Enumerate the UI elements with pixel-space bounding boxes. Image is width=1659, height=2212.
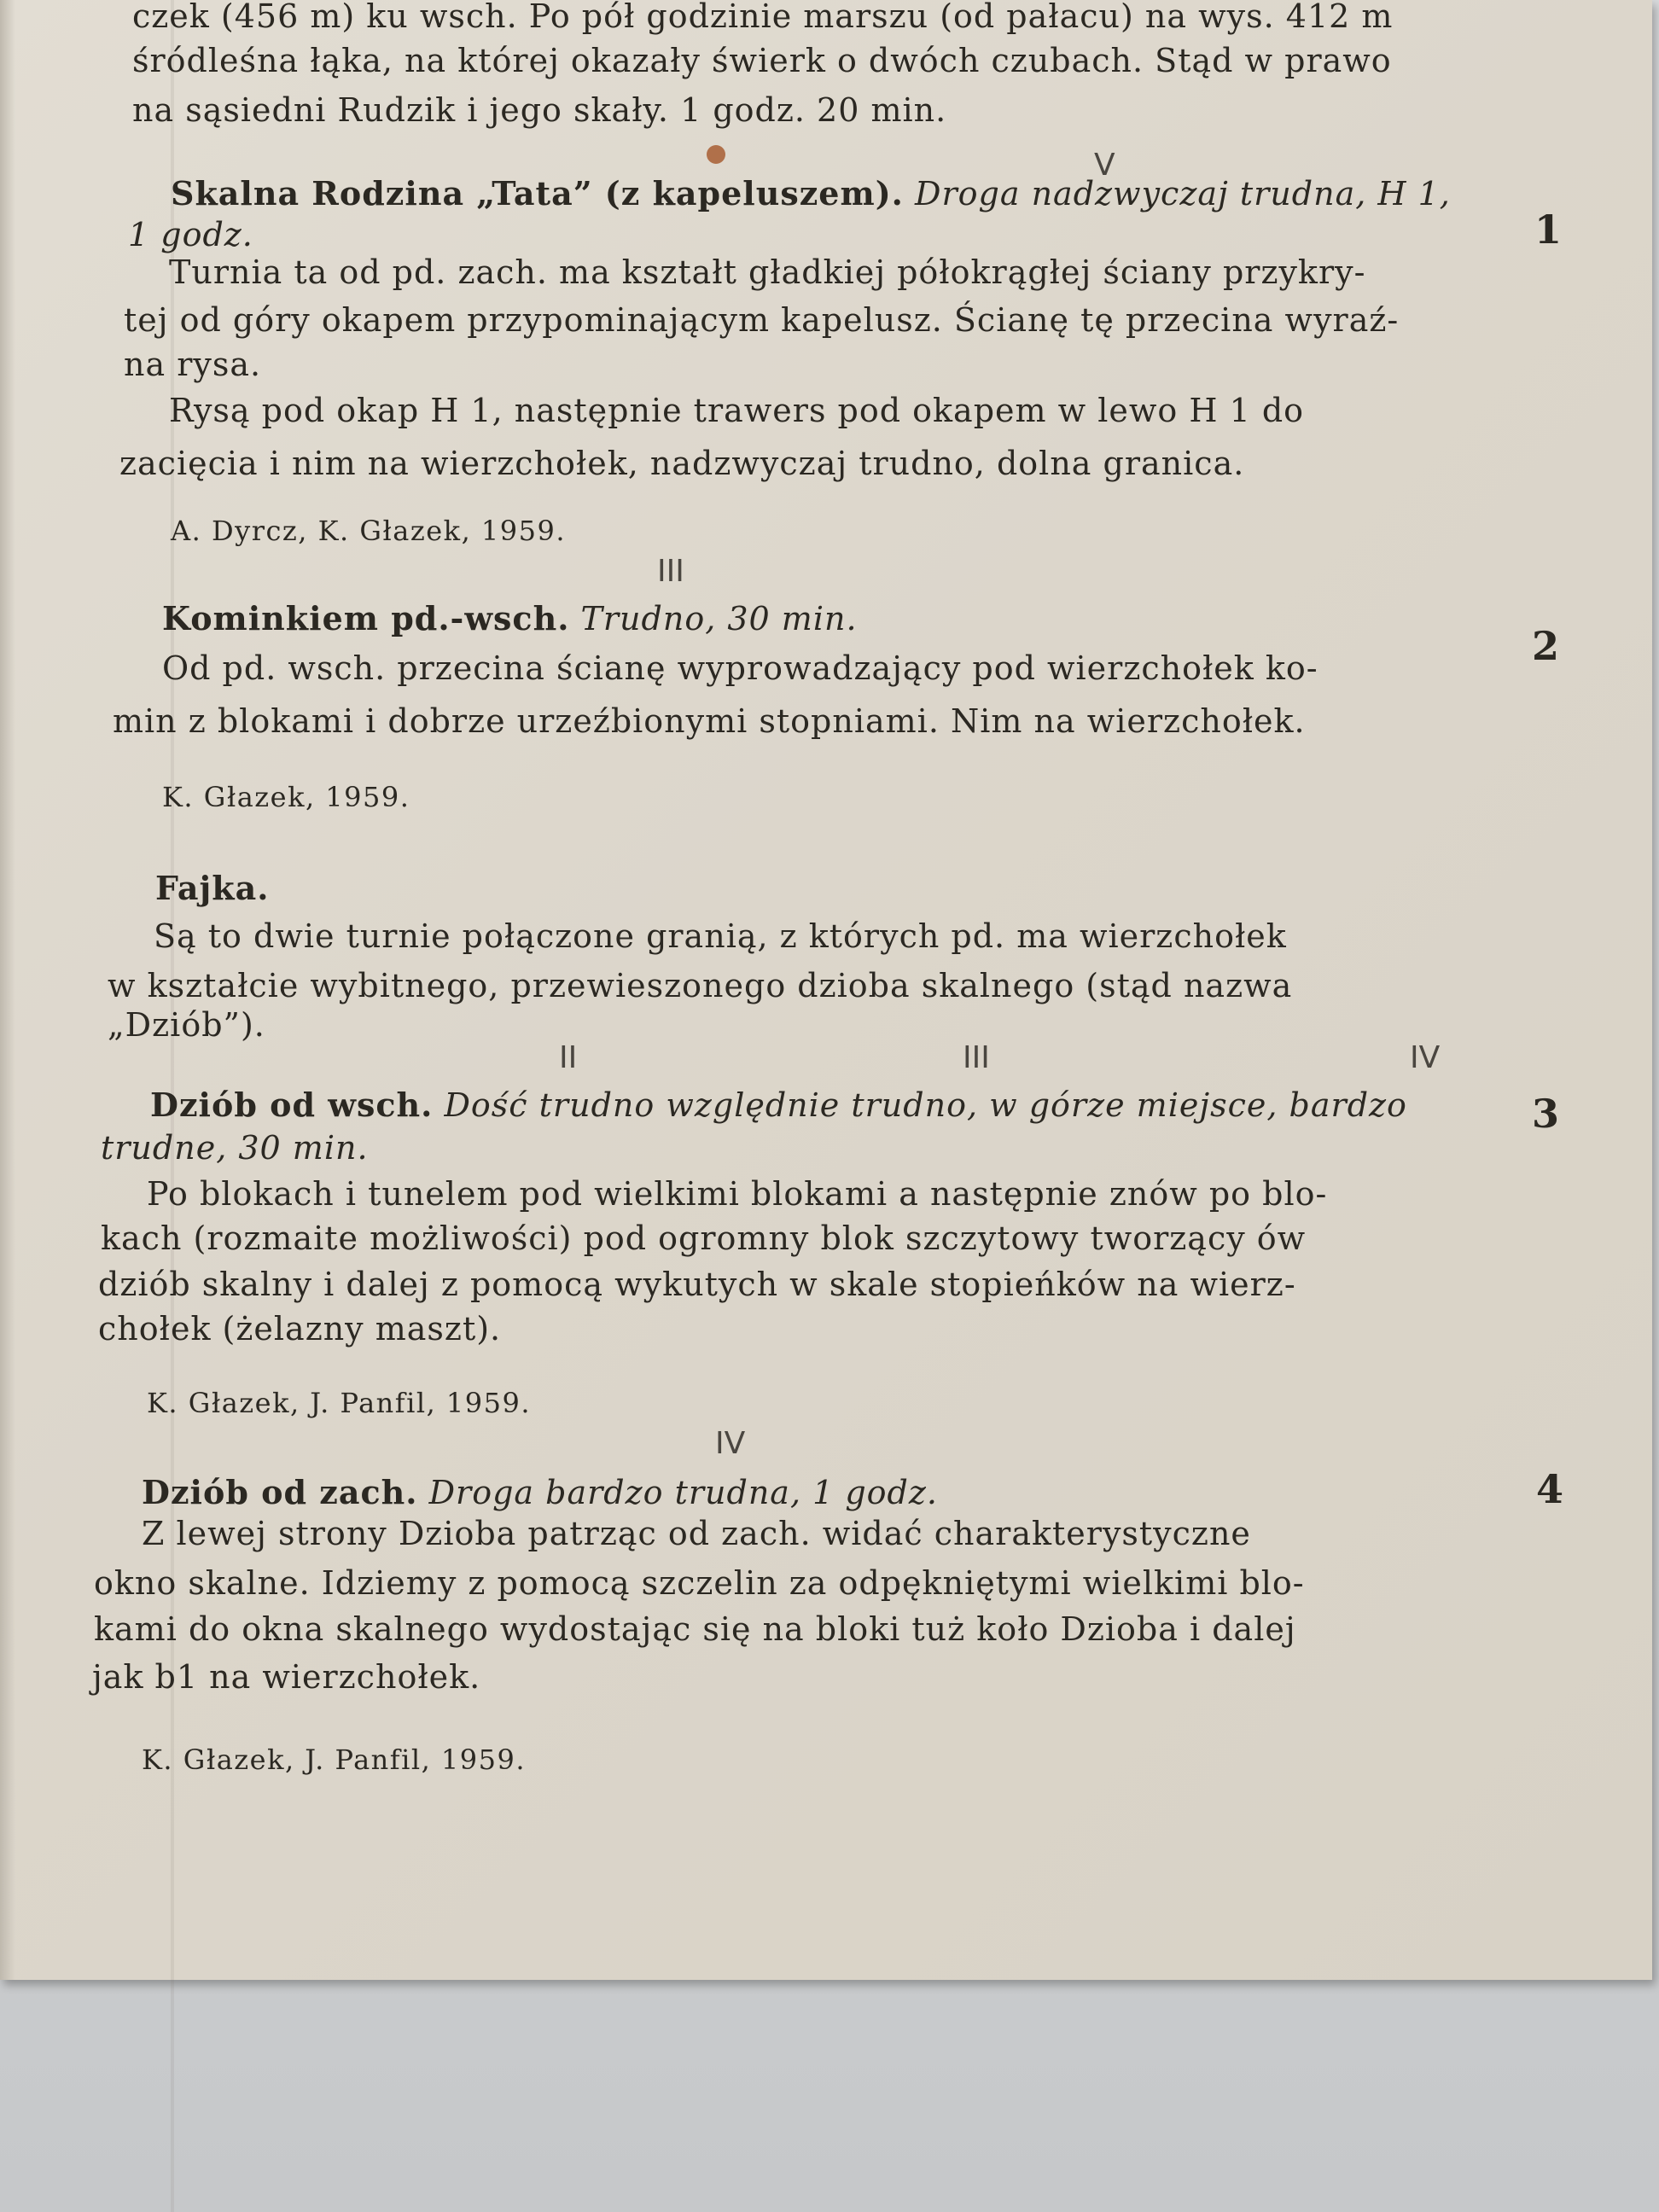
route-1-description-line: tej od góry okapem przypominającym kapelusz. Ścianę tę przecina wyraź- [124, 301, 1400, 339]
route-2-difficulty: Trudno, 30 min. [580, 600, 858, 637]
route-4-difficulty: Droga bardzo trudna, 1 godz. [428, 1474, 938, 1511]
route-3-description-line: chołek (żelazny maszt). [98, 1310, 502, 1348]
route-3-number: 3 [1532, 1091, 1560, 1137]
intro-line: na sąsiedni Rudzik i jego skały. 1 godz. 20 min. [132, 91, 947, 129]
route-3-name: Dziób od wsch. [150, 1086, 434, 1124]
route-1-name: Skalna Rodzina „Tata” (z kapeluszem). [171, 174, 904, 212]
route-1-difficulty: Droga nadzwyczaj trudna, H 1, [915, 175, 1451, 212]
route-3-title [150, 1086, 1407, 1124]
route-4-number: 4 [1536, 1466, 1564, 1512]
route-1-description-line: Turnia ta od pd. zach. ma kształt gładkiej półokrągłej ściany przykry- [169, 253, 1366, 291]
route-2-title [162, 599, 858, 637]
route-2-description-line: min z blokami i dobrze urzeźbionymi stopniami. Nim na wierzchołek. [113, 702, 1306, 740]
route-1-description-line: na rysa. [124, 346, 262, 383]
route-2-number: 2 [1532, 623, 1560, 669]
handwritten-grade-mark: IV [715, 1426, 746, 1461]
fajka-description-line: Są to dwie turnie połączone granią, z których pd. ma wierzchołek [154, 917, 1287, 955]
route-4-description-line: jak b1 na wierzchołek. [92, 1658, 481, 1696]
fajka-heading: Fajka. [155, 869, 270, 907]
route-3-description-line: kach (rozmaite możliwości) pod ogromny blok szczytowy tworzący ów [101, 1220, 1307, 1257]
intro-line: czek (456 m) ku wsch. Po pół godzinie marszu (od pałacu) na wys. 412 m [132, 0, 1394, 35]
handwritten-grade-mark: III [963, 1040, 990, 1075]
route-2-authors: K. Głazek, 1959. [162, 781, 410, 813]
intro-line: śródleśna łąka, na której okazały świerk o dwóch czubach. Stąd w prawo [132, 42, 1392, 79]
route-2-description-line: Od pd. wsch. przecina ścianę wyprowadzający pod wierzchołek ko- [162, 649, 1318, 687]
route-1-title [171, 174, 1451, 212]
route-3-description-line: dziób skalny i dalej z pomocą wykutych w skale stopieńków na wierz- [98, 1266, 1296, 1303]
handwritten-grade-mark: IV [1410, 1040, 1441, 1075]
handwritten-grade-mark: V [1094, 148, 1115, 183]
fajka-description-line: „Dziób”). [108, 1006, 265, 1044]
route-4-description-line: Z lewej strony Dzioba patrząc od zach. widać charakterystyczne [142, 1515, 1251, 1552]
route-4-authors: K. Głazek, J. Panfil, 1959. [142, 1743, 527, 1776]
route-2-name: Kominkiem pd.-wsch. [162, 599, 570, 637]
route-3-time: trudne, 30 min. [101, 1129, 369, 1167]
route-1-route-line: Rysą pod okap H 1, następnie trawers pod okapem w lewo H 1 do [169, 392, 1305, 429]
route-1-number: 1 [1534, 207, 1563, 253]
route-4-description-line: kami do okna skalnego wydostając się na bloki tuż koło Dzioba i dalej [94, 1610, 1296, 1648]
route-1-route-line: zacięcia i nim na wierzchołek, nadzwyczaj trudno, dolna granica. [119, 445, 1245, 482]
route-1-authors: A. Dyrcz, K. Głazek, 1959. [171, 515, 567, 547]
route-3-difficulty: Dość trudno względnie trudno, w górze miejsce, bardzo [444, 1086, 1407, 1124]
fajka-description-line: w kształcie wybitnego, przewieszonego dzioba skalnego (stąd nazwa [108, 967, 1293, 1004]
route-4-description-line: okno skalne. Idziemy z pomocą szczelin za odpękniętymi wielkimi blo- [94, 1564, 1305, 1602]
route-4-name: Dziób od zach. [142, 1473, 418, 1511]
handwritten-grade-mark: III [657, 554, 684, 589]
route-1-time: 1 godz. [128, 216, 253, 253]
route-3-authors: K. Głazek, J. Panfil, 1959. [147, 1387, 532, 1419]
ink-spot [707, 145, 725, 164]
route-4-title [142, 1473, 938, 1511]
handwritten-grade-mark: II [559, 1040, 578, 1075]
route-3-description-line: Po blokach i tunelem pod wielkimi blokami a następnie znów po blo- [147, 1175, 1328, 1213]
